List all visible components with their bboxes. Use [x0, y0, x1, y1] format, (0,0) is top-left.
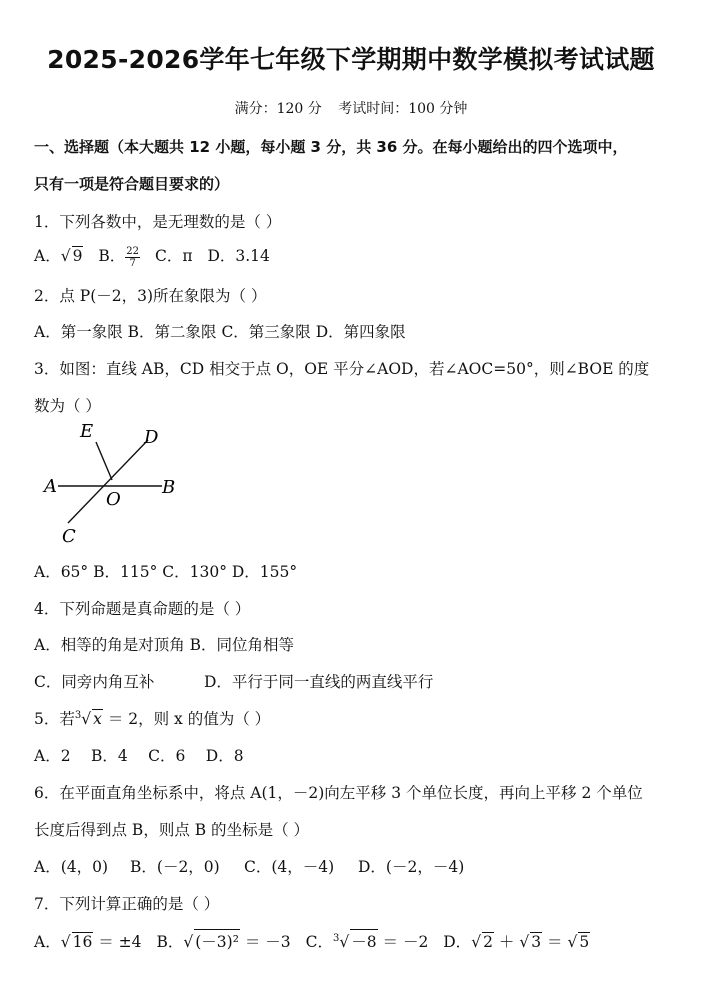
line-cd: [68, 440, 148, 523]
exam-time: 考试时间：100 分钟: [338, 101, 468, 117]
label-o: O: [106, 489, 121, 510]
q7-d-radicand-1: 2: [483, 933, 493, 951]
q4-options-line2: [34, 670, 433, 692]
q7-option-a: A．√ 16 ＝ ±4: [34, 933, 142, 951]
q6-option-a: A．(4，0): [34, 858, 109, 876]
q7-d-label: D．: [443, 933, 472, 951]
section-heading-line1: 一、选择题（本大题共 12 小题，每小题 3 分，共 36 分。在每小题给出的四个选项中，: [34, 138, 628, 156]
q7-c-radicand: －8: [350, 929, 377, 952]
q2-options: A．第一象限 B．第二象限 C．第三象限 D．第四象限: [34, 323, 406, 341]
q7-a-radicand: 16: [72, 933, 93, 951]
q4-stem: 4．下列命题是真命题的是（ ）: [34, 600, 251, 618]
q1-option-c: C．π: [154, 247, 193, 265]
q3-figure: [40, 420, 190, 548]
q1-stem: 1．下列各数中，是无理数的是（ ）: [34, 213, 282, 231]
q7-b-label: B．: [156, 933, 184, 951]
q1-option-b: [98, 244, 140, 269]
q7-options: [34, 929, 600, 952]
q1-option-a: A．√ 9: [34, 247, 83, 265]
label-d: D: [144, 427, 159, 448]
q7-a-rest: ＝ ±4: [93, 933, 142, 951]
fraction-numerator: 22: [126, 245, 140, 257]
q7-option-c: C．$^3$√ －8 ＝ －2: [306, 929, 429, 952]
exam-meta: [0, 98, 702, 118]
root-index: 3: [332, 932, 340, 944]
q3-options: A．65° B．115° C．130° D．155°: [34, 563, 298, 581]
q7-option-d: D．√ 2 ＋ √ 3 ＝ √ 5: [443, 933, 590, 951]
q1-a-label: A．: [34, 247, 61, 265]
q2-stem: 2．点 P(－2，3)所在象限为（ ）: [34, 287, 267, 305]
ray-oe: [96, 442, 112, 480]
q1-option-d: D．3.14: [207, 247, 270, 265]
q7-b-rest: ＝ －3: [239, 933, 291, 951]
fraction: [125, 246, 140, 269]
q1-b-label: B．: [98, 247, 126, 265]
label-e: E: [80, 421, 94, 442]
label-a: A: [44, 476, 57, 497]
q5-stem: 5．若$^3$√ x ＝ 2，则 x 的值为（ ）: [34, 709, 271, 728]
full-score: 满分：120 分: [234, 101, 322, 117]
q7-option-b: B．√ (－3)² ＝ －3: [156, 929, 290, 952]
root-index: 3: [74, 709, 82, 721]
q7-c-rest: ＝ －2: [377, 933, 429, 951]
q1-a-radicand: 9: [72, 247, 83, 265]
q1-options: [34, 244, 280, 269]
label-c: C: [62, 526, 76, 547]
q7-d-equals: ＝: [542, 933, 568, 951]
q5-stem-suffix: ＝ 2，则 x 的值为（ ）: [102, 710, 271, 728]
q4-option-d: D．平行于同一直线的两直线平行: [204, 673, 434, 691]
q7-d-plus: ＋: [493, 933, 520, 951]
q7-a-label: A．: [34, 933, 61, 951]
q5-stem-prefix: 5．若: [34, 710, 75, 728]
section-heading-line2: 只有一项是符合题目要求的）: [34, 175, 230, 193]
q7-stem: 7．下列计算正确的是（ ）: [34, 895, 220, 913]
q6-option-b: B．(－2，0): [130, 858, 220, 876]
exam-title: 2025-2026学年七年级下学期期中数学模拟考试试题: [47, 45, 655, 74]
q4-options-line1: A．相等的角是对顶角 B．同位角相等: [34, 636, 295, 654]
q3-stem-line2: 数为（ ）: [34, 397, 101, 415]
q4-option-c: C．同旁内角互补: [34, 673, 155, 691]
q3-stem-line1: 3．如图：直线 AB，CD 相交于点 O，OE 平分∠AOD，若∠AOC=50°，则∠BOE 的度: [34, 360, 650, 378]
q5-radicand: x: [93, 710, 102, 728]
q6-options: [34, 855, 464, 877]
fraction-denominator: 7: [129, 257, 136, 269]
q7-c-label: C．: [305, 933, 333, 951]
q6-option-c: C．(4，－4): [244, 858, 335, 876]
q5-options: A．2 B．4 C．6 D．8: [34, 747, 244, 765]
label-b: B: [162, 477, 176, 498]
q7-d-radicand-2: 3: [531, 933, 542, 951]
q6-option-d: D．(－2，－4): [358, 858, 465, 876]
q7-d-radicand-3: 5: [579, 933, 590, 951]
q6-stem-line2: 长度后得到点 B，则点 B 的坐标是（ ）: [34, 821, 309, 839]
q6-stem-line1: 6．在平面直角坐标系中，将点 A(1，－2)向左平移 3 个单位长度，再向上平移 2 个单位: [34, 784, 643, 802]
q7-b-radicand: (－3)²: [194, 929, 240, 952]
